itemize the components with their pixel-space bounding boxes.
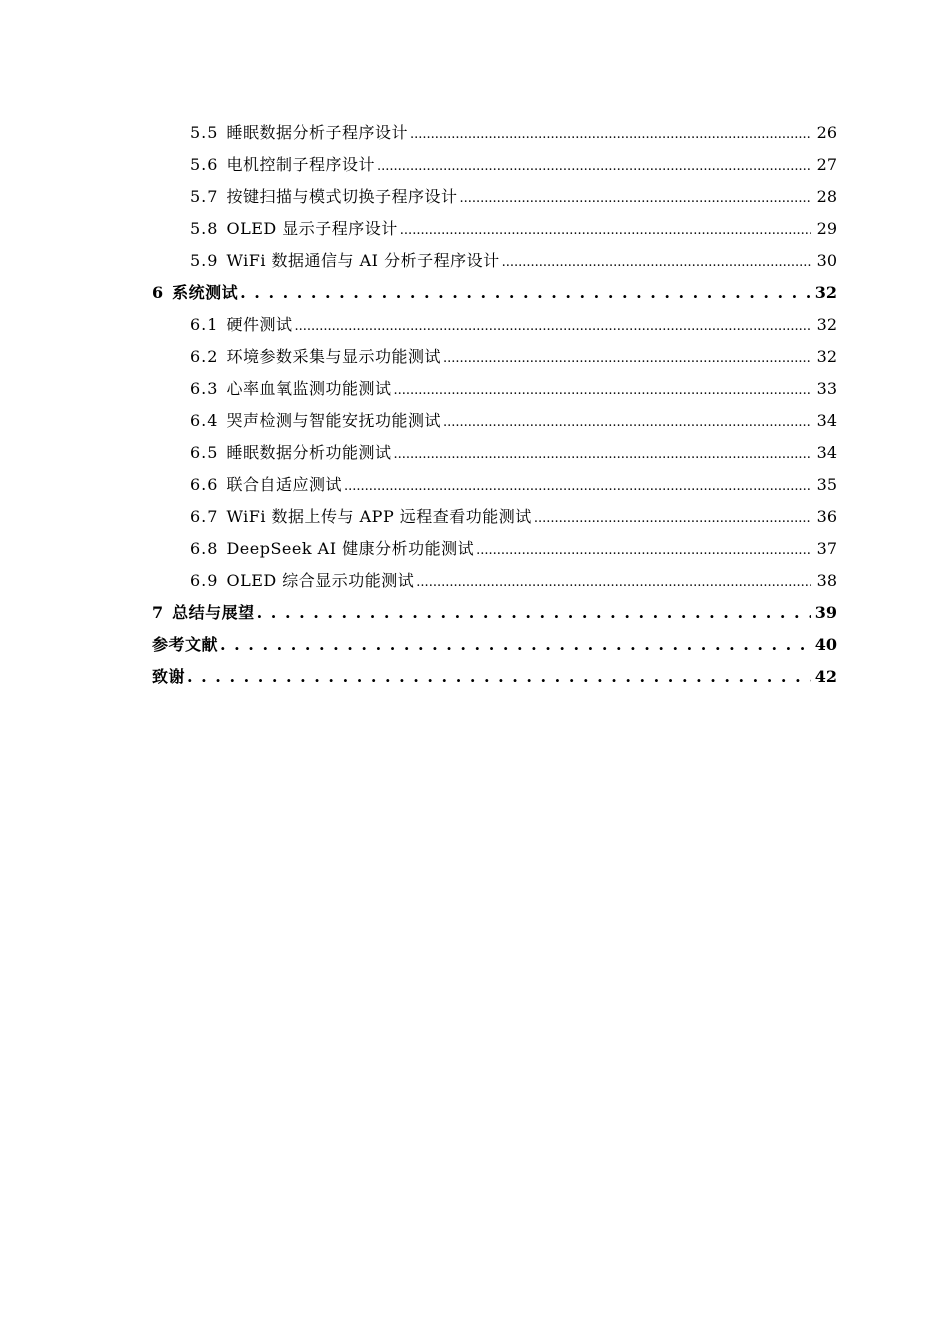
toc-entry-title: 电机控制子程序设计 <box>226 155 375 174</box>
toc-entry-references[interactable] <box>152 629 837 661</box>
dot-leader <box>502 245 811 279</box>
toc-entry-number: 7 <box>152 603 165 622</box>
toc-entry-5-5[interactable] <box>152 117 837 149</box>
toc-entry-title: DeepSeek AI 健康分析功能测试 <box>226 539 475 558</box>
toc-entry-title: WiFi 数据通信与 AI 分析子程序设计 <box>226 251 500 270</box>
dot-leader <box>443 405 811 439</box>
toc-entry-title: 心率血氧监测功能测试 <box>226 379 392 398</box>
dot-leader <box>393 437 811 471</box>
toc-entry-title: OLED 综合显示功能测试 <box>226 571 415 590</box>
toc-entry-number: 6.9 <box>190 571 219 590</box>
toc-entry-6-7[interactable] <box>152 501 837 533</box>
dot-leader <box>257 597 811 629</box>
toc-entry-number: 6.2 <box>190 347 219 366</box>
toc-entry-acknowledgements[interactable] <box>152 661 837 693</box>
dot-leader <box>393 373 811 407</box>
toc-entry-5-7[interactable] <box>152 181 837 213</box>
toc-entry-number: 5.5 <box>190 123 219 142</box>
toc-entry-6-9[interactable] <box>152 565 837 597</box>
toc-entry-6[interactable] <box>152 277 837 309</box>
toc-entry-title: 环境参数采集与显示功能测试 <box>226 347 441 366</box>
toc-entry-6-6[interactable] <box>152 469 837 501</box>
toc-entry-number: 6.5 <box>190 443 219 462</box>
toc-entry-page: 35 <box>816 475 837 494</box>
toc-entry-page: 29 <box>816 219 837 238</box>
toc-entry-title: 致谢 <box>152 667 186 686</box>
dot-leader <box>294 309 811 343</box>
toc-entry-page: 33 <box>816 379 837 398</box>
dot-leader <box>459 181 811 215</box>
dot-leader <box>240 277 811 309</box>
toc-entry-page: 27 <box>816 155 837 174</box>
toc-entry-title: 按键扫描与模式切换子程序设计 <box>226 187 458 206</box>
toc-entry-5-6[interactable] <box>152 149 837 181</box>
toc-entry-page: 30 <box>816 251 837 270</box>
toc-entry-number: 6.4 <box>190 411 219 430</box>
toc-entry-title: 哭声检测与智能安抚功能测试 <box>226 411 441 430</box>
toc-entry-5-8[interactable] <box>152 213 837 245</box>
toc-entry-number: 5.9 <box>190 251 219 270</box>
toc-entry-number: 6.7 <box>190 507 219 526</box>
toc-entry-number: 6.1 <box>190 315 219 334</box>
toc-entry-page: 32 <box>814 283 837 302</box>
toc-entry-6-3[interactable] <box>152 373 837 405</box>
toc-entry-6-2[interactable] <box>152 341 837 373</box>
toc-entry-title: 联合自适应测试 <box>226 475 342 494</box>
toc-entry-page: 38 <box>816 571 837 590</box>
dot-leader <box>534 501 811 535</box>
toc-entry-title: 硬件测试 <box>226 315 293 334</box>
toc-entry-number: 6 <box>152 283 165 302</box>
toc-entry-title: 总结与展望 <box>172 603 255 622</box>
toc-entry-number: 6.3 <box>190 379 219 398</box>
toc-entry-6-8[interactable] <box>152 533 837 565</box>
toc-entry-page: 40 <box>814 635 837 654</box>
toc-entry-page: 26 <box>816 123 837 142</box>
toc-entry-number: 6.8 <box>190 539 219 558</box>
dot-leader <box>187 661 811 693</box>
dot-leader <box>410 117 811 151</box>
dot-leader <box>416 565 811 599</box>
dot-leader <box>377 149 811 183</box>
toc-entry-page: 34 <box>816 443 837 462</box>
toc-entry-page: 36 <box>816 507 837 526</box>
toc-entry-6-5[interactable] <box>152 437 837 469</box>
toc-entry-number: 5.6 <box>190 155 219 174</box>
toc-entry-page: 32 <box>816 347 837 366</box>
dot-leader <box>220 629 811 661</box>
toc-entry-title: OLED 显示子程序设计 <box>226 219 398 238</box>
toc-entry-page: 37 <box>816 539 837 558</box>
dot-leader <box>400 213 811 247</box>
toc-entry-number: 5.7 <box>190 187 219 206</box>
dot-leader <box>443 341 811 375</box>
toc-entry-page: 34 <box>816 411 837 430</box>
toc-entry-page: 39 <box>814 603 837 622</box>
toc-entry-title: WiFi 数据上传与 APP 远程查看功能测试 <box>226 507 532 526</box>
toc-entry-title: 参考文献 <box>152 635 219 654</box>
toc-entry-title: 睡眠数据分析子程序设计 <box>226 123 408 142</box>
toc-entry-page: 42 <box>814 667 837 686</box>
toc-entry-page: 32 <box>816 315 837 334</box>
toc-entry-page: 28 <box>816 187 837 206</box>
toc-entry-5-9[interactable] <box>152 245 837 277</box>
dot-leader <box>476 533 811 567</box>
toc-entry-7[interactable] <box>152 597 837 629</box>
table-of-contents <box>152 117 837 693</box>
toc-entry-number: 5.8 <box>190 219 219 238</box>
toc-entry-6-1[interactable] <box>152 309 837 341</box>
dot-leader <box>344 469 811 503</box>
toc-entry-6-4[interactable] <box>152 405 837 437</box>
toc-entry-title: 系统测试 <box>172 283 239 302</box>
toc-entry-number: 6.6 <box>190 475 219 494</box>
toc-entry-title: 睡眠数据分析功能测试 <box>226 443 392 462</box>
